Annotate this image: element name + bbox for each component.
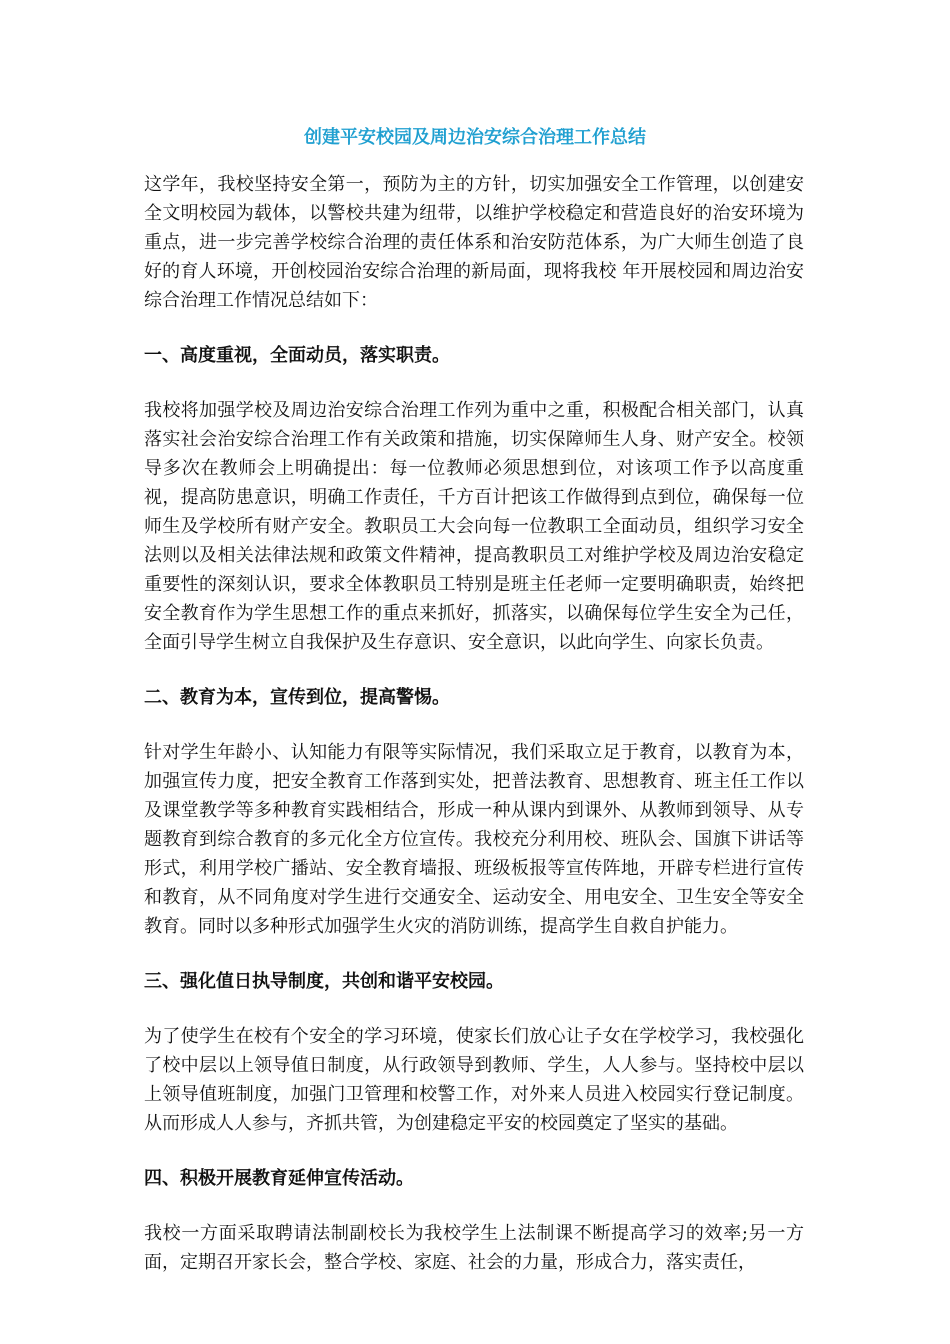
section-3-body: 为了使学生在校有个安全的学习环境，使家长们放心让子女在学校学习，我校强化了校中层以上领导值日制度，从行政领导到教师、学生，人人参与。坚持校中层以上领导值班制度，加强门卫管理和校警工作，对外来人员进入校园实行登记制度。从而形成人人参与，齐抓共管，为创建稳定平安的校园奠定了坚实的基础。 — [144, 1026, 804, 1134]
section-2-body: 针对学生年龄小、认知能力有限等实际情况，我们采取立足于教育，以教育为本，加强宣传力度，把安全教育工作落到实处，把普法教育、思想教育、班主任工作以及课堂教学等多种教育实践相结合，形成一种从课内到课外、从教师到领导、从专题教育到综合教育的多元化全方位宣传。我校充分利用校、班队会、国旗下讲话等形式，利用学校广播站、安全教育墙报、班级板报等宣传阵地，开辟专栏进行宣传和教育，从不同角度对学生进行交通安全、运动安全、用电安全、卫生安全等安全教育。同时以多种形式加强学生火灾的消防训练，提高学生自救自护能力。 — [144, 742, 804, 937]
section-3-heading: 三、强化值日执导制度，共创和谐平安校园。 — [144, 971, 504, 992]
intro-paragraph: 这学年，我校坚持安全第一，预防为主的方针，切实加强安全工作管理，以创建安全文明校园为载体，以警校共建为纽带，以维护学校稳定和营造良好的治安环境为重点，进一步完善学校综合治理的责任体系和治安防范体系，为广大师生创造了良好的育人环境，开创校园治安综合治理的新局面，现将我校 年开展校园和周边治安综合治理工作情况总结如下： — [144, 174, 804, 311]
section-2-heading: 二、教育为本，宣传到位，提高警惕。 — [144, 687, 450, 708]
document-body — [144, 170, 804, 1303]
document-title: 创建平安校园及周边治安综合治理工作总结 — [304, 127, 646, 148]
section-4-heading: 四、积极开展教育延伸宣传活动。 — [144, 1168, 414, 1189]
section-1-body: 我校将加强学校及周边治安综合治理工作列为重中之重，积极配合相关部门，认真落实社会治安综合治理工作有关政策和措施，切实保障师生人身、财产安全。校领导多次在教师会上明确提出：每一位教师必须思想到位，对该项工作予以高度重视，提高防患意识，明确工作责任，千方百计把该工作做得到点到位，确保每一位师生及学校所有财产安全。教职员工大会向每一位教职工全面动员，组织学习安全法则以及相关法律法规和政策文件精神，提高教职员工对维护学校及周边治安稳定重要性的深刻认识，要求全体教职员工特别是班主任老师一定要明确职责，始终把安全教育作为学生思想工作的重点来抓好，抓落实，以确保每位学生安全为己任，全面引导学生树立自我保护及生存意识、安全意识，以此向学生、向家长负责。 — [144, 400, 804, 653]
section-1-heading: 一、高度重视，全面动员，落实职责。 — [144, 345, 450, 366]
section-4-body: 我校一方面采取聘请法制副校长为我校学生上法制课不断提高学习的效率;另一方面，定期召开家长会，整合学校、家庭、社会的力量，形成合力，落实责任， — [144, 1223, 804, 1273]
